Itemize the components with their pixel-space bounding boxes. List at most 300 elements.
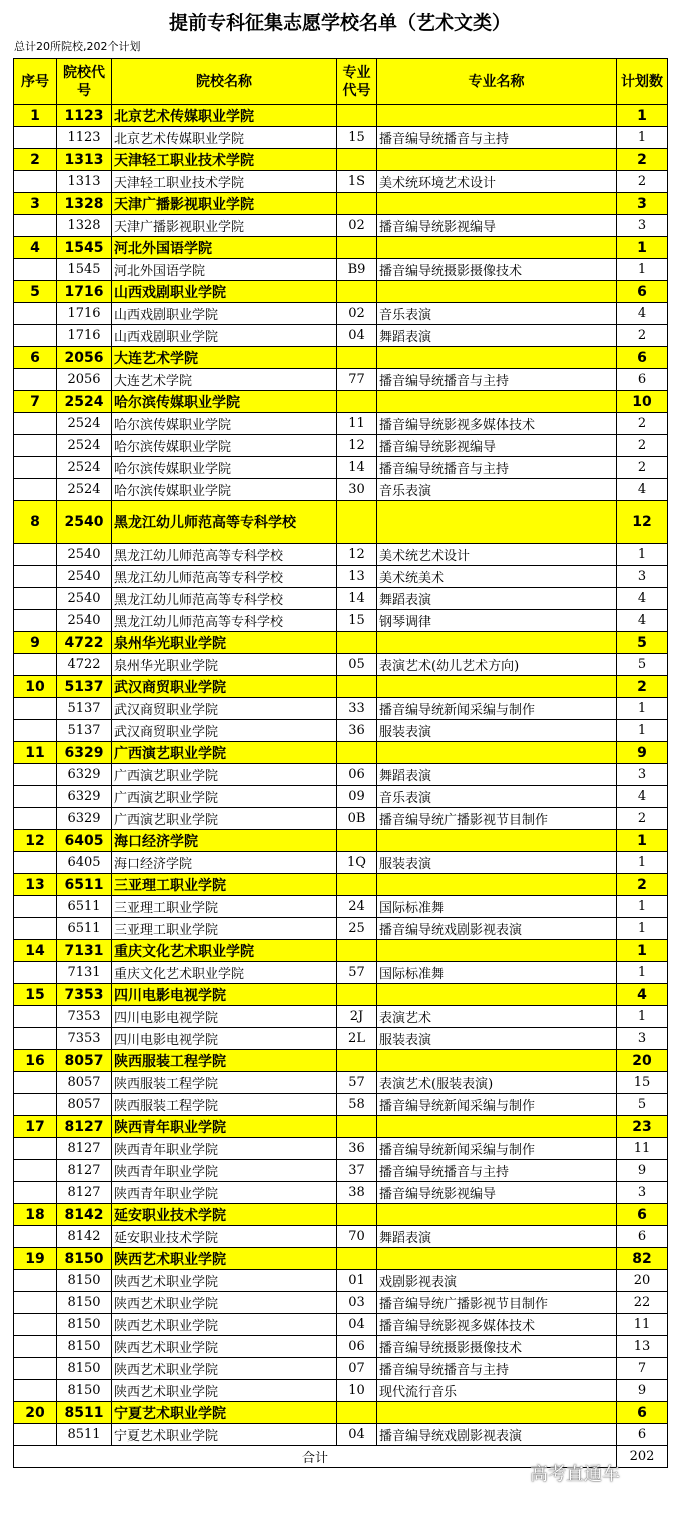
major-plan: 22 [617,1292,668,1314]
major-row [14,303,668,325]
school-major-name-empty [377,149,617,171]
major-school-code: 1328 [57,215,112,237]
major-school-name: 重庆文化艺术职业学院 [112,962,337,984]
major-name: 播音编导统播音与主持 [377,457,617,479]
major-school-code: 2524 [57,457,112,479]
major-school-name: 三亚理工职业学院 [112,918,337,940]
major-name: 播音编导统影视编导 [377,435,617,457]
major-name: 播音编导统戏剧影视表演 [377,1424,617,1446]
major-plan: 3 [617,215,668,237]
major-school-name: 武汉商贸职业学院 [112,720,337,742]
major-school-name: 黑龙江幼儿师范高等专科学校 [112,544,337,566]
major-plan: 2 [617,171,668,193]
major-plan: 1 [617,720,668,742]
major-plan: 4 [617,303,668,325]
school-major-name-empty [377,237,617,259]
school-major-name-empty [377,501,617,544]
major-name: 播音编导统摄影摄像技术 [377,1336,617,1358]
major-school-name: 武汉商贸职业学院 [112,698,337,720]
school-name: 陕西艺术职业学院 [112,1248,337,1270]
major-row [14,1006,668,1028]
total-label: 合计 [14,1446,617,1468]
school-code: 1716 [57,281,112,303]
school-major-code-empty [337,501,377,544]
school-code: 6511 [57,874,112,896]
major-name: 播音编导统新闻采编与制作 [377,698,617,720]
major-row [14,1160,668,1182]
school-plan: 3 [617,193,668,215]
major-row [14,1138,668,1160]
major-row [14,171,668,193]
school-name: 陕西青年职业学院 [112,1116,337,1138]
major-seq-empty [14,1314,57,1336]
major-name: 播音编导统戏剧影视表演 [377,918,617,940]
major-plan: 1 [617,962,668,984]
major-plan: 1 [617,852,668,874]
major-school-code: 6329 [57,786,112,808]
major-school-name: 延安职业技术学院 [112,1226,337,1248]
school-seq: 15 [14,984,57,1006]
major-school-code: 1716 [57,325,112,347]
major-school-code: 8150 [57,1358,112,1380]
major-school-code: 2524 [57,479,112,501]
major-row [14,764,668,786]
school-name: 天津轻工职业技术学院 [112,149,337,171]
school-major-name-empty [377,984,617,1006]
major-row [14,1182,668,1204]
major-row [14,127,668,149]
major-seq-empty [14,127,57,149]
major-plan: 1 [617,544,668,566]
header-major-code: 专业代号 [337,59,377,105]
major-name: 美术统环境艺术设计 [377,171,617,193]
major-school-code: 6329 [57,808,112,830]
major-name: 播音编导统影视多媒体技术 [377,1314,617,1336]
major-school-code: 8057 [57,1094,112,1116]
school-plan: 2 [617,874,668,896]
school-plan: 82 [617,1248,668,1270]
major-school-code: 2524 [57,435,112,457]
major-school-code: 2524 [57,413,112,435]
major-seq-empty [14,215,57,237]
major-school-name: 三亚理工职业学院 [112,896,337,918]
school-major-name-empty [377,391,617,413]
school-seq: 7 [14,391,57,413]
major-name: 音乐表演 [377,303,617,325]
major-school-code: 8150 [57,1336,112,1358]
major-seq-empty [14,325,57,347]
major-school-code: 5137 [57,720,112,742]
major-plan: 6 [617,369,668,391]
major-school-code: 1313 [57,171,112,193]
school-name: 陕西服装工程学院 [112,1050,337,1072]
major-school-name: 陕西服装工程学院 [112,1094,337,1116]
major-name: 美术统美术 [377,566,617,588]
school-code: 6329 [57,742,112,764]
major-seq-empty [14,171,57,193]
major-row [14,896,668,918]
school-plan: 6 [617,347,668,369]
school-major-name-empty [377,105,617,127]
major-school-name: 天津广播影视职业学院 [112,215,337,237]
school-major-name-empty [377,676,617,698]
school-seq: 3 [14,193,57,215]
major-seq-empty [14,479,57,501]
major-seq-empty [14,1160,57,1182]
major-school-name: 宁夏艺术职业学院 [112,1424,337,1446]
major-row [14,259,668,281]
major-code: 09 [337,786,377,808]
major-school-name: 黑龙江幼儿师范高等专科学校 [112,610,337,632]
major-plan: 3 [617,566,668,588]
major-school-code: 8127 [57,1182,112,1204]
major-school-code: 8150 [57,1270,112,1292]
school-major-name-empty [377,830,617,852]
major-row [14,786,668,808]
major-row [14,1314,668,1336]
school-name: 哈尔滨传媒职业学院 [112,391,337,413]
major-name: 舞蹈表演 [377,588,617,610]
major-code: 06 [337,764,377,786]
major-school-name: 广西演艺职业学院 [112,786,337,808]
school-major-code-empty [337,149,377,171]
major-school-code: 8127 [57,1138,112,1160]
major-row [14,1292,668,1314]
major-code: 0B [337,808,377,830]
school-seq: 11 [14,742,57,764]
page-title: 提前专科征集志愿学校名单（艺术文类） [168,12,511,34]
major-seq-empty [14,1270,57,1292]
major-school-name: 天津轻工职业技术学院 [112,171,337,193]
major-plan: 4 [617,610,668,632]
major-row [14,1226,668,1248]
major-code: 02 [337,303,377,325]
major-row [14,479,668,501]
school-code: 2540 [57,501,112,544]
major-code: 33 [337,698,377,720]
major-row [14,215,668,237]
major-school-name: 陕西青年职业学院 [112,1138,337,1160]
major-school-code: 2540 [57,610,112,632]
major-plan: 6 [617,1424,668,1446]
major-plan: 6 [617,1226,668,1248]
major-code: 1Q [337,852,377,874]
major-plan: 2 [617,808,668,830]
major-code: 10 [337,1380,377,1402]
major-school-name: 四川电影电视学院 [112,1028,337,1050]
major-school-name: 河北外国语学院 [112,259,337,281]
major-row [14,1380,668,1402]
summary-note: 总计20所院校,202个计划 [14,40,141,53]
school-major-name-empty [377,347,617,369]
major-code: 13 [337,566,377,588]
major-school-code: 2540 [57,566,112,588]
school-major-code-empty [337,1116,377,1138]
major-seq-empty [14,720,57,742]
major-school-code: 2540 [57,544,112,566]
major-name: 钢琴调律 [377,610,617,632]
major-school-code: 5137 [57,698,112,720]
school-plan: 5 [617,632,668,654]
major-seq-empty [14,1006,57,1028]
school-row [14,632,668,654]
major-school-name: 海口经济学院 [112,852,337,874]
major-row [14,413,668,435]
major-school-name: 广西演艺职业学院 [112,808,337,830]
major-seq-empty [14,1094,57,1116]
school-major-name-empty [377,742,617,764]
school-major-code-empty [337,237,377,259]
major-plan: 2 [617,435,668,457]
major-school-name: 北京艺术传媒职业学院 [112,127,337,149]
major-seq-empty [14,654,57,676]
major-school-name: 陕西青年职业学院 [112,1160,337,1182]
school-code: 6405 [57,830,112,852]
major-school-code: 8150 [57,1380,112,1402]
school-code: 1313 [57,149,112,171]
major-code: 14 [337,457,377,479]
major-name: 播音编导统播音与主持 [377,127,617,149]
major-name: 表演艺术(幼儿艺术方向) [377,654,617,676]
school-code: 1328 [57,193,112,215]
school-major-name-empty [377,1204,617,1226]
school-plan: 1 [617,237,668,259]
major-seq-empty [14,259,57,281]
major-code: 77 [337,369,377,391]
school-plan: 10 [617,391,668,413]
school-name: 天津广播影视职业学院 [112,193,337,215]
major-seq-empty [14,786,57,808]
major-seq-empty [14,457,57,479]
major-plan: 15 [617,1072,668,1094]
school-code: 7131 [57,940,112,962]
school-name: 广西演艺职业学院 [112,742,337,764]
major-school-name: 陕西艺术职业学院 [112,1314,337,1336]
major-school-name: 山西戏剧职业学院 [112,325,337,347]
major-seq-empty [14,918,57,940]
school-name: 海口经济学院 [112,830,337,852]
major-seq-empty [14,962,57,984]
major-plan: 1 [617,918,668,940]
school-row [14,1402,668,1424]
major-school-code: 8142 [57,1226,112,1248]
major-school-name: 陕西青年职业学院 [112,1182,337,1204]
major-row [14,962,668,984]
school-plan: 9 [617,742,668,764]
school-row [14,281,668,303]
major-plan: 2 [617,457,668,479]
major-school-code: 2056 [57,369,112,391]
major-row [14,544,668,566]
school-seq: 16 [14,1050,57,1072]
school-row [14,1204,668,1226]
major-school-code: 6511 [57,918,112,940]
school-code: 8142 [57,1204,112,1226]
school-major-code-empty [337,391,377,413]
major-school-name: 陕西服装工程学院 [112,1072,337,1094]
major-seq-empty [14,1292,57,1314]
major-seq-empty [14,413,57,435]
school-name: 三亚理工职业学院 [112,874,337,896]
school-seq: 5 [14,281,57,303]
header-major-name: 专业名称 [377,59,617,105]
major-seq-empty [14,698,57,720]
school-code: 8057 [57,1050,112,1072]
school-major-code-empty [337,940,377,962]
major-school-name: 山西戏剧职业学院 [112,303,337,325]
school-row [14,676,668,698]
major-seq-empty [14,610,57,632]
major-seq-empty [14,1380,57,1402]
major-seq-empty [14,1028,57,1050]
major-seq-empty [14,1226,57,1248]
school-row [14,1116,668,1138]
school-seq: 17 [14,1116,57,1138]
school-seq: 19 [14,1248,57,1270]
major-seq-empty [14,1358,57,1380]
major-plan: 9 [617,1160,668,1182]
major-name: 播音编导统广播影视节目制作 [377,808,617,830]
major-code: 37 [337,1160,377,1182]
major-seq-empty [14,544,57,566]
school-major-code-empty [337,1050,377,1072]
school-seq: 20 [14,1402,57,1424]
major-name: 服装表演 [377,1028,617,1050]
school-major-name-empty [377,940,617,962]
major-row [14,1270,668,1292]
major-name: 播音编导统摄影摄像技术 [377,259,617,281]
school-major-code-empty [337,347,377,369]
major-row [14,435,668,457]
major-code: 30 [337,479,377,501]
school-row [14,193,668,215]
major-name: 美术统艺术设计 [377,544,617,566]
school-plan: 2 [617,149,668,171]
school-plan: 6 [617,1204,668,1226]
school-code: 7353 [57,984,112,1006]
major-school-code: 7353 [57,1006,112,1028]
total-value: 202 [617,1446,668,1468]
school-seq: 9 [14,632,57,654]
school-seq: 1 [14,105,57,127]
school-seq: 12 [14,830,57,852]
major-name: 播音编导统播音与主持 [377,369,617,391]
major-plan: 4 [617,786,668,808]
major-school-name: 广西演艺职业学院 [112,764,337,786]
major-school-code: 6405 [57,852,112,874]
major-school-code: 6511 [57,896,112,918]
school-name: 河北外国语学院 [112,237,337,259]
school-seq: 2 [14,149,57,171]
school-row [14,984,668,1006]
major-code: 05 [337,654,377,676]
school-code: 2056 [57,347,112,369]
major-school-code: 8511 [57,1424,112,1446]
school-plan: 1 [617,105,668,127]
major-school-code: 1123 [57,127,112,149]
major-school-code: 8057 [57,1072,112,1094]
major-code: 57 [337,962,377,984]
school-name: 泉州华光职业学院 [112,632,337,654]
school-seq: 13 [14,874,57,896]
major-plan: 20 [617,1270,668,1292]
school-row [14,1050,668,1072]
total-row [14,1446,668,1468]
major-school-name: 黑龙江幼儿师范高等专科学校 [112,566,337,588]
major-plan: 5 [617,654,668,676]
school-major-code-empty [337,742,377,764]
major-row [14,720,668,742]
school-row [14,391,668,413]
school-major-code-empty [337,1248,377,1270]
major-plan: 7 [617,1358,668,1380]
major-name: 现代流行音乐 [377,1380,617,1402]
major-plan: 2 [617,413,668,435]
major-plan: 11 [617,1138,668,1160]
major-plan: 2 [617,325,668,347]
major-school-name: 哈尔滨传媒职业学院 [112,479,337,501]
major-code: 15 [337,127,377,149]
major-code: 2L [337,1028,377,1050]
major-seq-empty [14,852,57,874]
school-seq: 14 [14,940,57,962]
major-school-name: 陕西艺术职业学院 [112,1270,337,1292]
school-row [14,347,668,369]
school-major-code-empty [337,105,377,127]
major-school-name: 陕西艺术职业学院 [112,1380,337,1402]
major-seq-empty [14,1182,57,1204]
major-code: 38 [337,1182,377,1204]
major-code: 15 [337,610,377,632]
major-school-code: 2540 [57,588,112,610]
major-plan: 3 [617,1182,668,1204]
major-seq-empty [14,896,57,918]
header-row [14,59,668,105]
school-code: 5137 [57,676,112,698]
major-school-name: 哈尔滨传媒职业学院 [112,413,337,435]
school-seq: 4 [14,237,57,259]
major-seq-empty [14,1336,57,1358]
major-name: 播音编导统影视编导 [377,215,617,237]
major-seq-empty [14,369,57,391]
major-school-name: 陕西艺术职业学院 [112,1336,337,1358]
major-row [14,566,668,588]
school-major-name-empty [377,1248,617,1270]
major-school-code: 6329 [57,764,112,786]
major-row [14,610,668,632]
major-school-code: 7353 [57,1028,112,1050]
major-code: 14 [337,588,377,610]
school-name: 武汉商贸职业学院 [112,676,337,698]
major-row [14,1336,668,1358]
major-name: 播音编导统影视编导 [377,1182,617,1204]
major-seq-empty [14,303,57,325]
major-plan: 9 [617,1380,668,1402]
school-major-name-empty [377,874,617,896]
major-seq-empty [14,1424,57,1446]
major-row [14,1028,668,1050]
major-code: 70 [337,1226,377,1248]
school-plan: 23 [617,1116,668,1138]
major-code: 07 [337,1358,377,1380]
major-school-code: 4722 [57,654,112,676]
school-code: 8127 [57,1116,112,1138]
major-seq-empty [14,588,57,610]
school-name: 大连艺术学院 [112,347,337,369]
school-plan: 6 [617,281,668,303]
major-school-code: 1716 [57,303,112,325]
major-name: 表演艺术 [377,1006,617,1028]
